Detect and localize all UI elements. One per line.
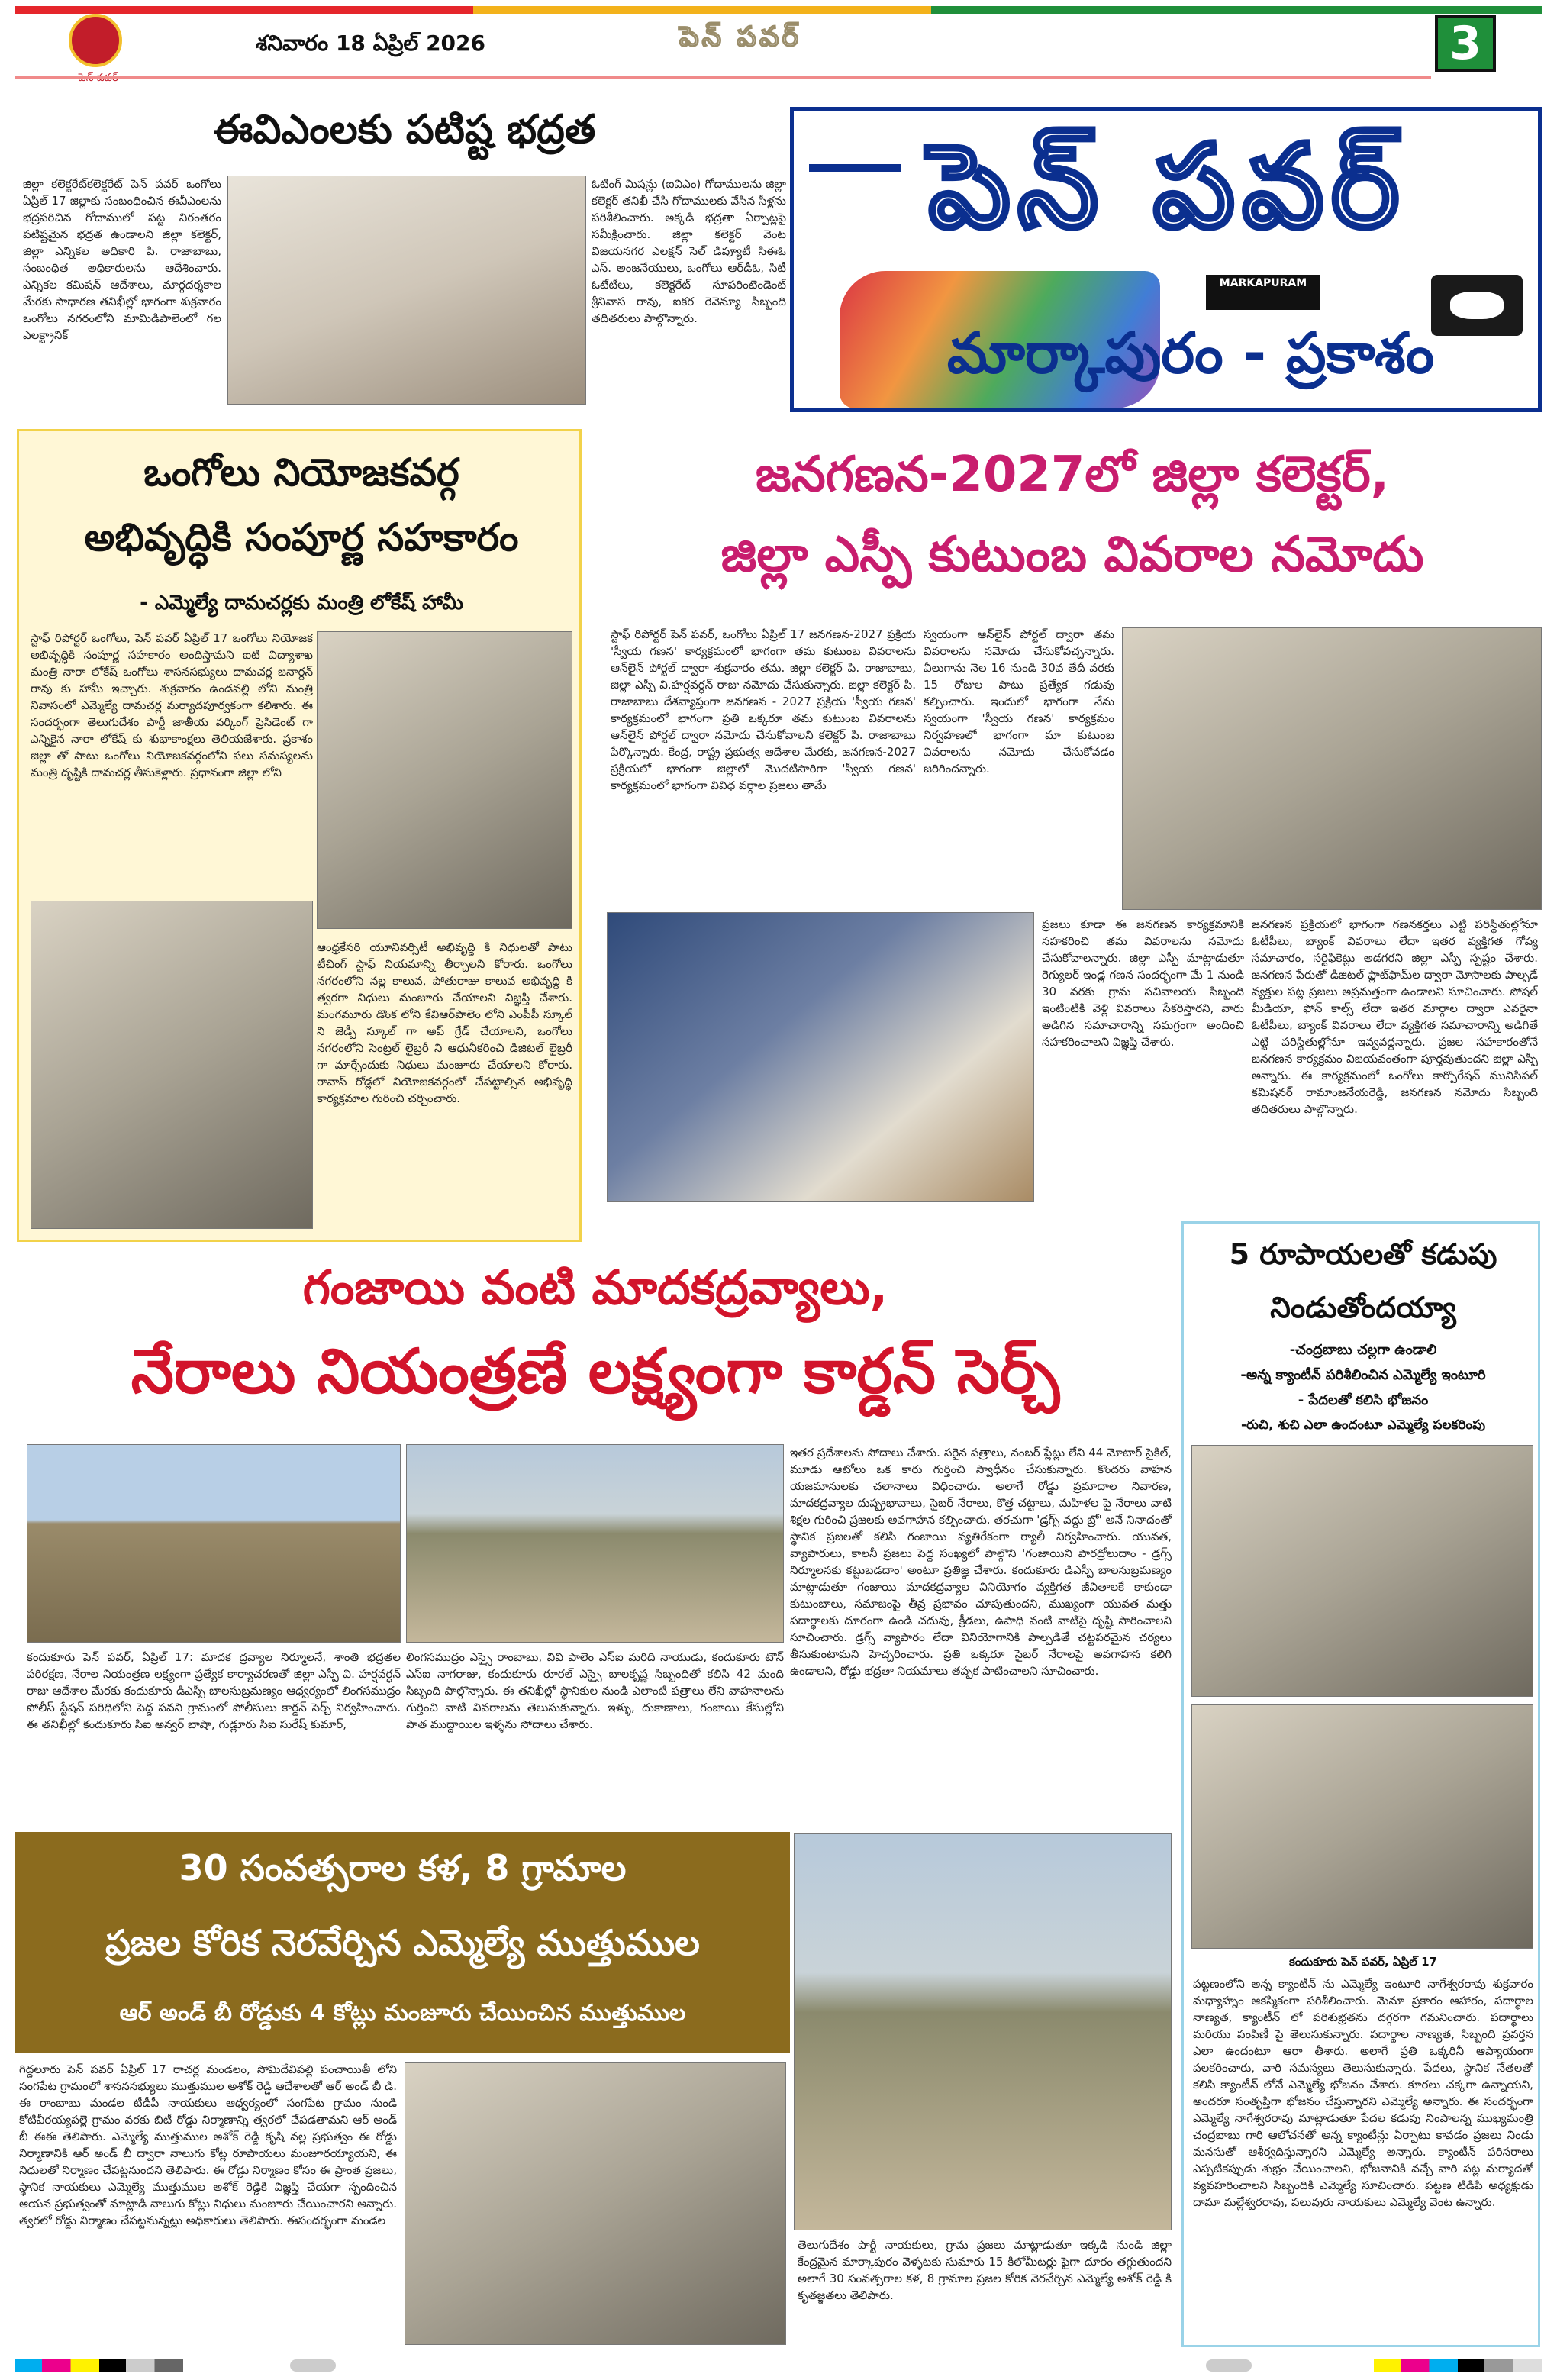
roads-col2: తెలుగుదేశం పార్టీ నాయకులు, గ్రామ ప్రజలు మాట్లాడుతూ ఇక్కడి నుండి జిల్లా కేంద్రమైన మార్కాపురం వెళ్ళటకు సుమారు 15 కిలోమీటర్లు పైగా దూరం తగ్గుతుందని అలాగే 30 సంవత్సరాల కళ, 8 గ్రామాల ప్రజల కోరిక నెరవేర్చిన ఎమ్మెల్యే అశోక్ రెడ్డి కి కృతజ్ఞతలు తెలిపారు. — [798, 2238, 1172, 2302]
cordon-col3: ఇతర ప్రదేశాలను సోదాలు చేశారు. సరైన పత్రాలు, నంబర్ ప్లేట్లు లేని 44 మోటార్ సైకిల్, మూడు ఆటోలు ఒక కారు గుర్తించి స్వాధీనం చేసుకున్నారు. కొందరు వాహన యజమానులకు చలానాలు విధించారు. అలాగే రోడ్డు ప్రమాదాల నివారణ, మాదకద్రవ్యాల దుష్ప్రభావాలు, సైబర్ నేరాలు, కొత్త చట్టాలు, మహిళల పై నేరాలు వాటి శిక్షల గురించి ప్రజలకు అవగాహన కల్పించారు. తరచుగా 'డ్రగ్స్ వద్దు బ్రో' అనే నినాదంతో స్థానిక ప్రజలతో కలిసి గంజాయి వ్యతిరేకంగా ర్యాలీ నిర్వహించారు. యువత, వ్యాపారులు, కాలనీ ప్రజలు పెద్ద సంఖ్యలో పాల్గొని 'గంజాయిని పారద్రోలుదాం - డ్రగ్స్ నిర్మూలనకు కట్టుబడదాం' అంటూ ప్రతిజ్ఞ చేశారు. కందుకూరు డిఎస్పీ బాలసుబ్రమణ్యం మాట్లాడుతూ గంజాయి మాదకద్రవ్యాల వినియోగం వ్యక్తిగత జీవితాలకే కాకుండా కుటుంబాలు, సమాజంపై తీవ్ర ప్రభావం చూపుతుందని, ముఖ్యంగా యువత మత్తు పదార్థాలకు దూరంగా ఉండి చదువు, క్రీడలు, ఉపాధి వంటి వాటిపై దృష్టి సారించాలని సూచించారు. డ్రగ్స్ వ్యాపారం లేదా వినియోగానికి పాల్పడితే చట్టపరమైన చర్యలు తీసుకుంటామని హెచ్చరించారు. ప్రతి ఒక్కరూ సైబర్ నేరాలపై అవగాహన కలిగి ఉండాలని, రోడ్డు భద్రతా నియమాలు తప్పక పాటించాలని సూచించారు. — [790, 1446, 1172, 1678]
census-headline-2: జిల్లా ఎస్పీ కుటుంబ వివరాల నమోదు — [720, 527, 1424, 583]
roads-headline-2: ప్రజల కోరిక నెరవేర్చిన ఎమ్మెల్యే ముత్తుముల — [105, 1922, 700, 1963]
story-ongole — [17, 429, 582, 1242]
header-color-stripe — [15, 6, 1542, 14]
cordon-photo-patrol — [406, 1444, 784, 1643]
census-col2: స్వయంగా ఆన్‌లైన్ పోర్టల్ ద్వారా తమ వివరాలను నమోదు చేసుకోవచ్చన్నారు. వీలుగాను నెల 16 నుండి 30వ తేదీ వరకు 15 రోజుల పాటు ప్రత్యేక గడువు కల్పించారు. ఇందులో భాగంగా నేను స్వయంగా 'స్వీయ గణన' కార్యక్రమం నిర్వహణలో భాగంగా మా కుటుంబ వివరాలను నమోదు చేసుకోవడం జరిగిందన్నారు. — [924, 627, 1114, 776]
story-census — [603, 435, 1542, 1214]
page-number — [1435, 15, 1496, 72]
ongole-col1: స్టాఫ్ రిపోర్టర్ ఒంగోలు, పెన్ పవర్ ఏప్రిల్ 17 ఒంగోలు నియోజక అభివృద్ధికి సంపూర్ణ సహకారం అందిస్తామని ఐటి విద్యాశాఖ మంత్రి నారా లోకేష్ ఒంగోలు శాసనసభ్యులు దామచర్ల జనార్దన్ రావు కు హామీ ఇచ్చారు. శుక్రవారం ఉండవల్లి లోని మంత్రి నివాసంలో ఎమ్మెల్యే దామచర్ల మర్యాదపూర్వకంగా కలిశారు. ఈ సందర్భంగా తెలుగుదేశం పార్టీ జాతీయ వర్కింగ్ ప్రెసిడెంట్ గా ఎన్నికైన నారా లోకేష్ కు శుభాకాంక్షలు తెలియజేశారు. ప్రకాశం జిల్లా తో పాటు ఒంగోలు నియోజకవర్గంలోని పలు సమస్యలను మంత్రి దృష్టికి దామచర్ల తీసుకెళ్లారు. ప్రధానంగా జిల్లా లోని — [31, 631, 313, 779]
page-number-text: 3 — [1449, 17, 1481, 70]
census-col4: జనగణన ప్రక్రియలో భాగంగా గణనకర్తలు ఎట్టి పరిస్థితుల్లోనూ ఓటీపీలు, బ్యాంక్ వివరాలు లేదా ఇతర వ్యక్తిగత గోప్య సమాచారం, సర్టిఫికెట్లు అడగరని జిల్లా ఎస్పీ స్పష్టం చేశారు. జనగణన పేరుతో డిజిటల్ ప్లాట్‌ఫామ్‌ల ద్వారా మోసాలకు పాల్పడే వ్యక్తుల పట్ల ప్రజలు అప్రమత్తంగా ఉండాలని సూచించారు. సోషల్ మీడియా, ఫోన్ కాల్స్ లేదా ఇతర మార్గాల ద్వారా ఎవరైనా ఓటీపీలు, బ్యాంక్ వివరాలు లేదా వ్యక్తిగత సమాచారాన్ని అడిగితే ఎట్టి పరిస్థితుల్లోనూ ఇవ్వవద్దన్నారు. ప్రజల సహకారంతోనే జనగణన కార్యక్రమం విజయవంతంగా పూర్తవుతుందని జిల్లా ఎస్పీ అన్నారు. ఈ కార్యక్రమంలో ఒంగోలు కార్పొరేషన్ మునిసిపల్ కమిషనర్ రామాంజనేయరెడ్డి, జనగణన నమోదు సిబ్బంది తదితరులు పాల్గొన్నారు. — [1252, 917, 1538, 1116]
canteen-body: పట్టణంలోని అన్న క్యాంటీన్ ను ఎమ్మెల్యే ఇంటూరి నాగేశ్వరరావు శుక్రవారం మధ్యాహ్నం ఆకస్మికంగా పరిశీలించారు. మెనూ ప్రకారం ఆహారం, పదార్థాల నాణ్యత, క్యాంటీన్ లో పరిశుభ్రతను దగ్గరగా గమనించారు. పదార్థాలు మరియు పంపిణీ పై తెలుసుకున్నారు. పదార్థాల నాణ్యత, సిబ్బంది ప్రవర్తన ఎలా ఉందంటూ ఆరా తీశారు. అలాగే ప్రతి ఒక్కరినీ ఆప్యాయంగా పలకరించారు, వారి సమస్యలు తెలుసుకున్నారు. పేదలు, స్థానిక నేతలతో కలిసి క్యాంటీన్ లోనే ఎమ్మెల్యే భోజనం చేశారు. కూరలు చక్కగా ఉన్నాయని, అందరూ సంతృప్తిగా భోజనం చేస్తున్నారని ఎమ్మెల్యే అన్నారు. ఈ సందర్భంగా ఎమ్మెల్యే నాగేశ్వరరావు మాట్లాడుతూ పేదల కడుపు నింపాలన్న ముఖ్యమంత్రి చంద్రబాబు గారి ఆలోచనతో అన్న క్యాంటీన్లు ఏర్పాటు కావడం ప్రజలు నిండు మనసుతో ఆశీర్వదిస్తున్నారని ఎమ్మెల్యే అన్నారు. క్యాంటీన్ పరిసరాలు ఎప్పటికప్పుడు శుభ్రం చేయించాలని, భోజనానికి వచ్చే వారి పట్ల మర్యాదతో వ్యవహరించాలని సిబ్బందికి ఎమ్మెల్యే సూచించారు. పట్టణ టిడిపి అధ్యక్షుడు దామా మల్లేశ్వరరావు, పలువురు నాయకులు ఎమ్మెల్యే వెంట ఉన్నారు. — [1193, 1977, 1533, 2209]
cordon-headline-2: నేరాలు నియంత్రణే లక్ష్యంగా కార్డన్ సెర్చ్ — [131, 1336, 1060, 1407]
ad-title: పెన్ పవర్ — [928, 121, 1407, 253]
census-photo-collector — [1122, 627, 1542, 910]
ongole-photo-1 — [317, 631, 572, 929]
canteen-photo-2 — [1191, 1704, 1533, 1949]
masthead-small: పెన్ పవర్ — [679, 21, 801, 53]
print-registration-strip — [0, 2355, 1557, 2378]
ongole-subhead: - ఎమ్మెల్యే దామచర్లకు మంత్రి లోకేష్ హామీ — [140, 592, 463, 614]
header-divider — [15, 76, 1431, 79]
roads-photo-meeting — [405, 2062, 786, 2345]
evm-photo — [227, 176, 586, 405]
census-col3: ప్రజలు కూడా ఈ జనగణన కార్యక్రమానికి సహకరించి తమ వివరాలను నమోదు చేసుకోవాలన్నారు. జిల్లా ఎస్పీ మాట్లాడుతూ రెగ్యులర్ ఇండ్ల గణన సందర్భంగా మే 1 నుండి 30 వరకు గ్రామ సచివాలయ సిబ్బంది ఇంటింటికి వెళ్లి వివరాలు సేకరిస్తారని, వారు అడిగిన సమాచారాన్ని సమగ్రంగా అందించి సహకరించాలని విజ్ఞప్తి చేశారు. — [1042, 917, 1244, 1049]
canteen-headline-1: 5 రూపాయలతో కడుపు — [1229, 1237, 1497, 1271]
issue-date: శనివారం 18 ఏప్రిల్ 2026 — [256, 31, 486, 56]
pen-power-ad — [790, 107, 1542, 412]
roads-headline-1: 30 సంవత్సరాల కళ, 8 గ్రామాల — [179, 1847, 627, 1888]
roads-col1: గిద్దలూరు పెన్ పవర్ ఏప్రిల్ 17 రాచర్ల మండలం, సోమిదేవిపల్లి పంచాయితీ లోని సంగపేట గ్రామంలో శాసనసభ్యులు ముత్తుముల అశోక్ రెడ్డి ఆదేశాలతో ఆర్ అండ్ బీ డి. ఈ రాంబాబు మండల టీడీపీ నాయకులు ఆధ్వర్యంలో సంగపేట గ్రామం నుండి కోటివీరయ్యపల్లె గ్రామం వరకు బిటీ రోడ్డు నిర్మాణాన్ని త్వరలో చేపడతామని ఆర్ అండ్ బీ ఈఈ తెలిపారు. ఎమ్మెల్యే ముత్తుముల అశోక్ రెడ్డి కృషి వల్ల ప్రభుత్వం ఈ రోడ్డు నిర్మాణానికి ఆర్ అండ్ బీ ద్వారా నాలుగు కోట్ల రూపాయలు మంజూరయ్యాయని, ఈ నిధులతో నిర్మాణం చేపట్టనుందని తెలిపారు. ఈ రోడ్డు నిర్మాణం కోసం ఈ ప్రాంత ప్రజలు, స్థానిక నాయకులు ఎమ్మెల్యే ముత్తుముల అశోక్ రెడ్డికి విజ్ఞప్తి చేయగా స్పందించిన ఆయన ప్రభుత్వంతో మాట్లాడి నాలుగు కోట్లు నిధులు మంజూరు చేయించారని అన్నారు. త్వరలో రోడ్డు నిర్మాణం చేపట్టనున్నట్లు అధికారులు తెలిపారు. ఈసందర్భంగా మండల — [19, 2062, 397, 2227]
ongole-headline-2: అభివృద్ధికి సంపూర్ణ సహకారం — [84, 515, 519, 560]
census-photo-sp — [607, 912, 1034, 1202]
ongole-photo-2 — [31, 901, 313, 1229]
evm-headline: ఈవిఎంలకు పటిష్ట భద్రత — [213, 107, 596, 153]
roads-subhead: ఆర్ అండ్ బీ రోడ్డుకు 4 కోట్లు మంజూరు చేయించిన ముత్తుముల — [119, 2000, 686, 2027]
cordon-headline-1: గంజాయి వంటి మాదకద్రవ్యాలు, — [302, 1259, 888, 1315]
cordon-col2: లింగసముద్రం ఎస్సై రాంబాబు, వివి పాలెం ఎస్ఐ మరిది నాయుడు, కందుకూరు టౌన్ ఎస్ఐ నాగరాజు, కందుకూరు రూరల్ ఎస్సై బాలకృష్ణ సిబ్బందితో కలిసి 42 మంది సిబ్బంది పాల్గొన్నారు. ఈ తనిఖీల్లో స్థానికుల నుండి ఎలాంటి పత్రాలు లేని వాహనాలను గుర్తించి వాటి వివరాలను తెలుసుకున్నారు. ఇళ్ళు, దుకాణాలు, గంజాయి కేసుల్లోని పాత ముద్దాయిల ఇళ్ళను సోదాలు చేశారు. — [406, 1650, 784, 1731]
canteen-photo-1 — [1191, 1445, 1533, 1697]
newspaper-logo — [69, 14, 122, 67]
story-evm — [23, 99, 786, 420]
ad-badge-text: MARKAPURAM — [1219, 277, 1307, 289]
census-col1: స్టాఫ్ రిపోర్టర్ పెన్ పవర్, ఒంగోలు ఏప్రిల్ 17 జనగణన-2027 ప్రక్రియ 'స్వీయ గణన' కార్యక్రమంలో భాగంగా తమ కుటుంబ వివరాలను ఆన్‌లైన్ పోర్టల్ ద్వారా శుక్రవారం తమ. జిల్లా కలెక్టర్ పి. రాజాబాబు, జిల్లా ఎస్పీ వి.హర్షవర్ధన్ రాజు నమోదు చేసుకున్నారు. జిల్లా కలెక్టర్ పి. రాజాబాబు దేశవ్యాప్తంగా జనగణన - 2027 ప్రక్రియ 'స్వీయ గణన' కార్యక్రమంలో భాగంగా ప్రతి ఒక్కరూ తమ కుటుంబ వివరాలను ఆన్‌లైన్ పోర్టల్ ద్వారా నమోదు చేసుకోవాలని కలెక్టర్ పి. రాజాబాబు పేర్కొన్నారు. కేంద్ర, రాష్ట్ర ప్రభుత్వ ఆదేశాల మేరకు, జనగణన-2027 ప్రక్రియలో భాగంగా జిల్లాలో మొదటిసారిగా 'స్వీయ గణన' కార్యక్రమంలో భాగంగా వివిధ వర్గాల ప్రజలు తామే — [611, 627, 916, 792]
header-bar — [0, 0, 1557, 84]
cordon-col1: కందుకూరు పెన్ పవర్, ఏప్రిల్ 17: మాదక ద్రవ్యాల నిర్మూలనే, శాంతి భద్రతల పరిరక్షణ, నేరాల నియంత్రణ లక్ష్యంగా ప్రత్యేక కార్యాచరణతో జిల్లా ఎస్పీ వి. హర్షవర్ధన్ రాజు ఆదేశాల మేరకు కందుకూరు డిఎస్పీ బాలసుబ్రమణ్యం ఆధ్వర్యంలో లింగసముద్రం పోలీస్ స్టేషన్ పరిధిలోని పెద్ద పవని గ్రామంలో పోలీసులు కార్డన్ సెర్చ్ నిర్వహించారు. ఈ తనిఖీల్లో కందుకూరు సిఐ అన్వర్ బాషా, గుడ్లూరు సిఐ సురేష్ కుమార్, — [27, 1650, 401, 1731]
ad-subtitle: మార్కాపురం - ప్రకాశం — [946, 321, 1435, 386]
ad-badge — [1206, 275, 1320, 310]
ongole-col2: ఆంధ్రకేసరి యూనివర్సిటీ అభివృద్ధి కి నిధులతో పాటు టీచింగ్ స్టాఫ్ నియమాన్ని తీర్చాలని కోరారు. ఒంగోలు నగరంలోని నల్ల కాలువ, పోతురాజు కాలువ అభివృద్ధి కి త్వరగా నిధులు మంజూరు చేయాలని విజ్ఞప్తి చేశారు. మంగమూరు డొంక లోని కేవిఆర్‌పాలెం లోని ఎంపీపీ స్కూల్ ని జెడ్పీ స్కూల్ గా అప్ గ్రేడ్ చేయాలని, ఒంగోలు నగరంలోని సెంట్రల్ లైబ్రరీ ని ఆధునీకరించి డిజిటల్ లైబ్రరీ గా మార్చేందుకు నిధులు మంజూరు చేయాలని కోరారు. రావాస్ రోడ్లలో నియోజకవర్గంలో చేపట్టాల్సిన అభివృద్ధి కార్యక్రమాల గురించి చర్చించారు. — [317, 940, 572, 1105]
canteen-headline-2: నిండుతోందయ్యా — [1270, 1291, 1456, 1324]
canteen-sub-4: -రుచి, శుచి ఎలా ఉందంటూ ఎమ్మెల్యే పలకరింపు — [1240, 1417, 1486, 1433]
story-cordon — [15, 1244, 1175, 1832]
census-headline-1: జనగణన-2027లో జిల్లా కలెక్టర్, — [755, 447, 1390, 503]
cordon-photo-rally — [27, 1444, 401, 1643]
roads-banner — [15, 1832, 790, 2053]
story-canteen — [1181, 1221, 1540, 2347]
roads-photo-road — [794, 1833, 1172, 2230]
ad-pen-arrow-icon — [809, 164, 901, 172]
canteen-dateline: కందుకూరు పెన్ పవర్, ఏప్రిల్ 17 — [1289, 1955, 1437, 1969]
evm-col1: జిల్లా కలెక్టరేట్‌కలెక్టరేట్ పెన్ పవర్ ఒంగోలు ఏప్రిల్ 17 జిల్లాకు సంబంధించిన ఈవీఎంలను భద్రపరిచిన గోదాములో పట్ట నిరంతరం పటిష్టమైన భద్రత ఉండాలని జిల్లా కలెక్టర్, జిల్లా ఎన్నికల అధికారి పి. రాజాబాబు, సంబంధిత అధికారులను ఆదేశించారు. ఎన్నికల కమిషన్ ఆదేశాలు, మార్గదర్శకాల మేరకు సాధారణ తనిఖీల్లో భాగంగా శుక్రవారం ఒంగోలు నగరంలోని మామిడిపాలెంలో గల ఎలక్ట్రానిక్ — [23, 177, 221, 342]
canteen-sub-3: - పేదలతో కలిసి భోజనం — [1298, 1392, 1429, 1408]
ongole-headline-1: ఒంగోలు నియోజకవర్గ — [143, 450, 459, 495]
canteen-sub-2: -అన్న క్యాంటీన్ పరిశీలించిన ఎమ్మెల్యే ఇంటూరి — [1240, 1367, 1486, 1383]
canteen-sub-1: -చంద్రబాబు చల్లగా ఉండాలి — [1289, 1342, 1437, 1358]
evm-col2: ఓటింగ్ మిషన్లు (ఐవిఎం) గోదాములను జిల్లా కలెక్టర్ తనిఖీ చేసి గోదాములకు వేసిన సీళ్లను పరిశీలించారు. అక్కడి భద్రతా ఏర్పాట్లపై సమీక్షించారు. జిల్లా కలెక్టర్ వెంట విజయనగర ఎలక్షన్ సెల్ డిప్యూటీ సిఈఓ ఎస్. అంజనేయులు, ఒంగోలు ఆర్‌డీఓ, సిటీ ఓటేటీలు, కలెక్టరేట్ సూపరింటెండెంట్ శ్రీనివాస రావు, ఐకర రెవెన్యూ సిబ్బంది తదితరులు పాల్గొన్నారు. — [592, 177, 786, 325]
story-roads — [15, 1832, 1175, 2351]
